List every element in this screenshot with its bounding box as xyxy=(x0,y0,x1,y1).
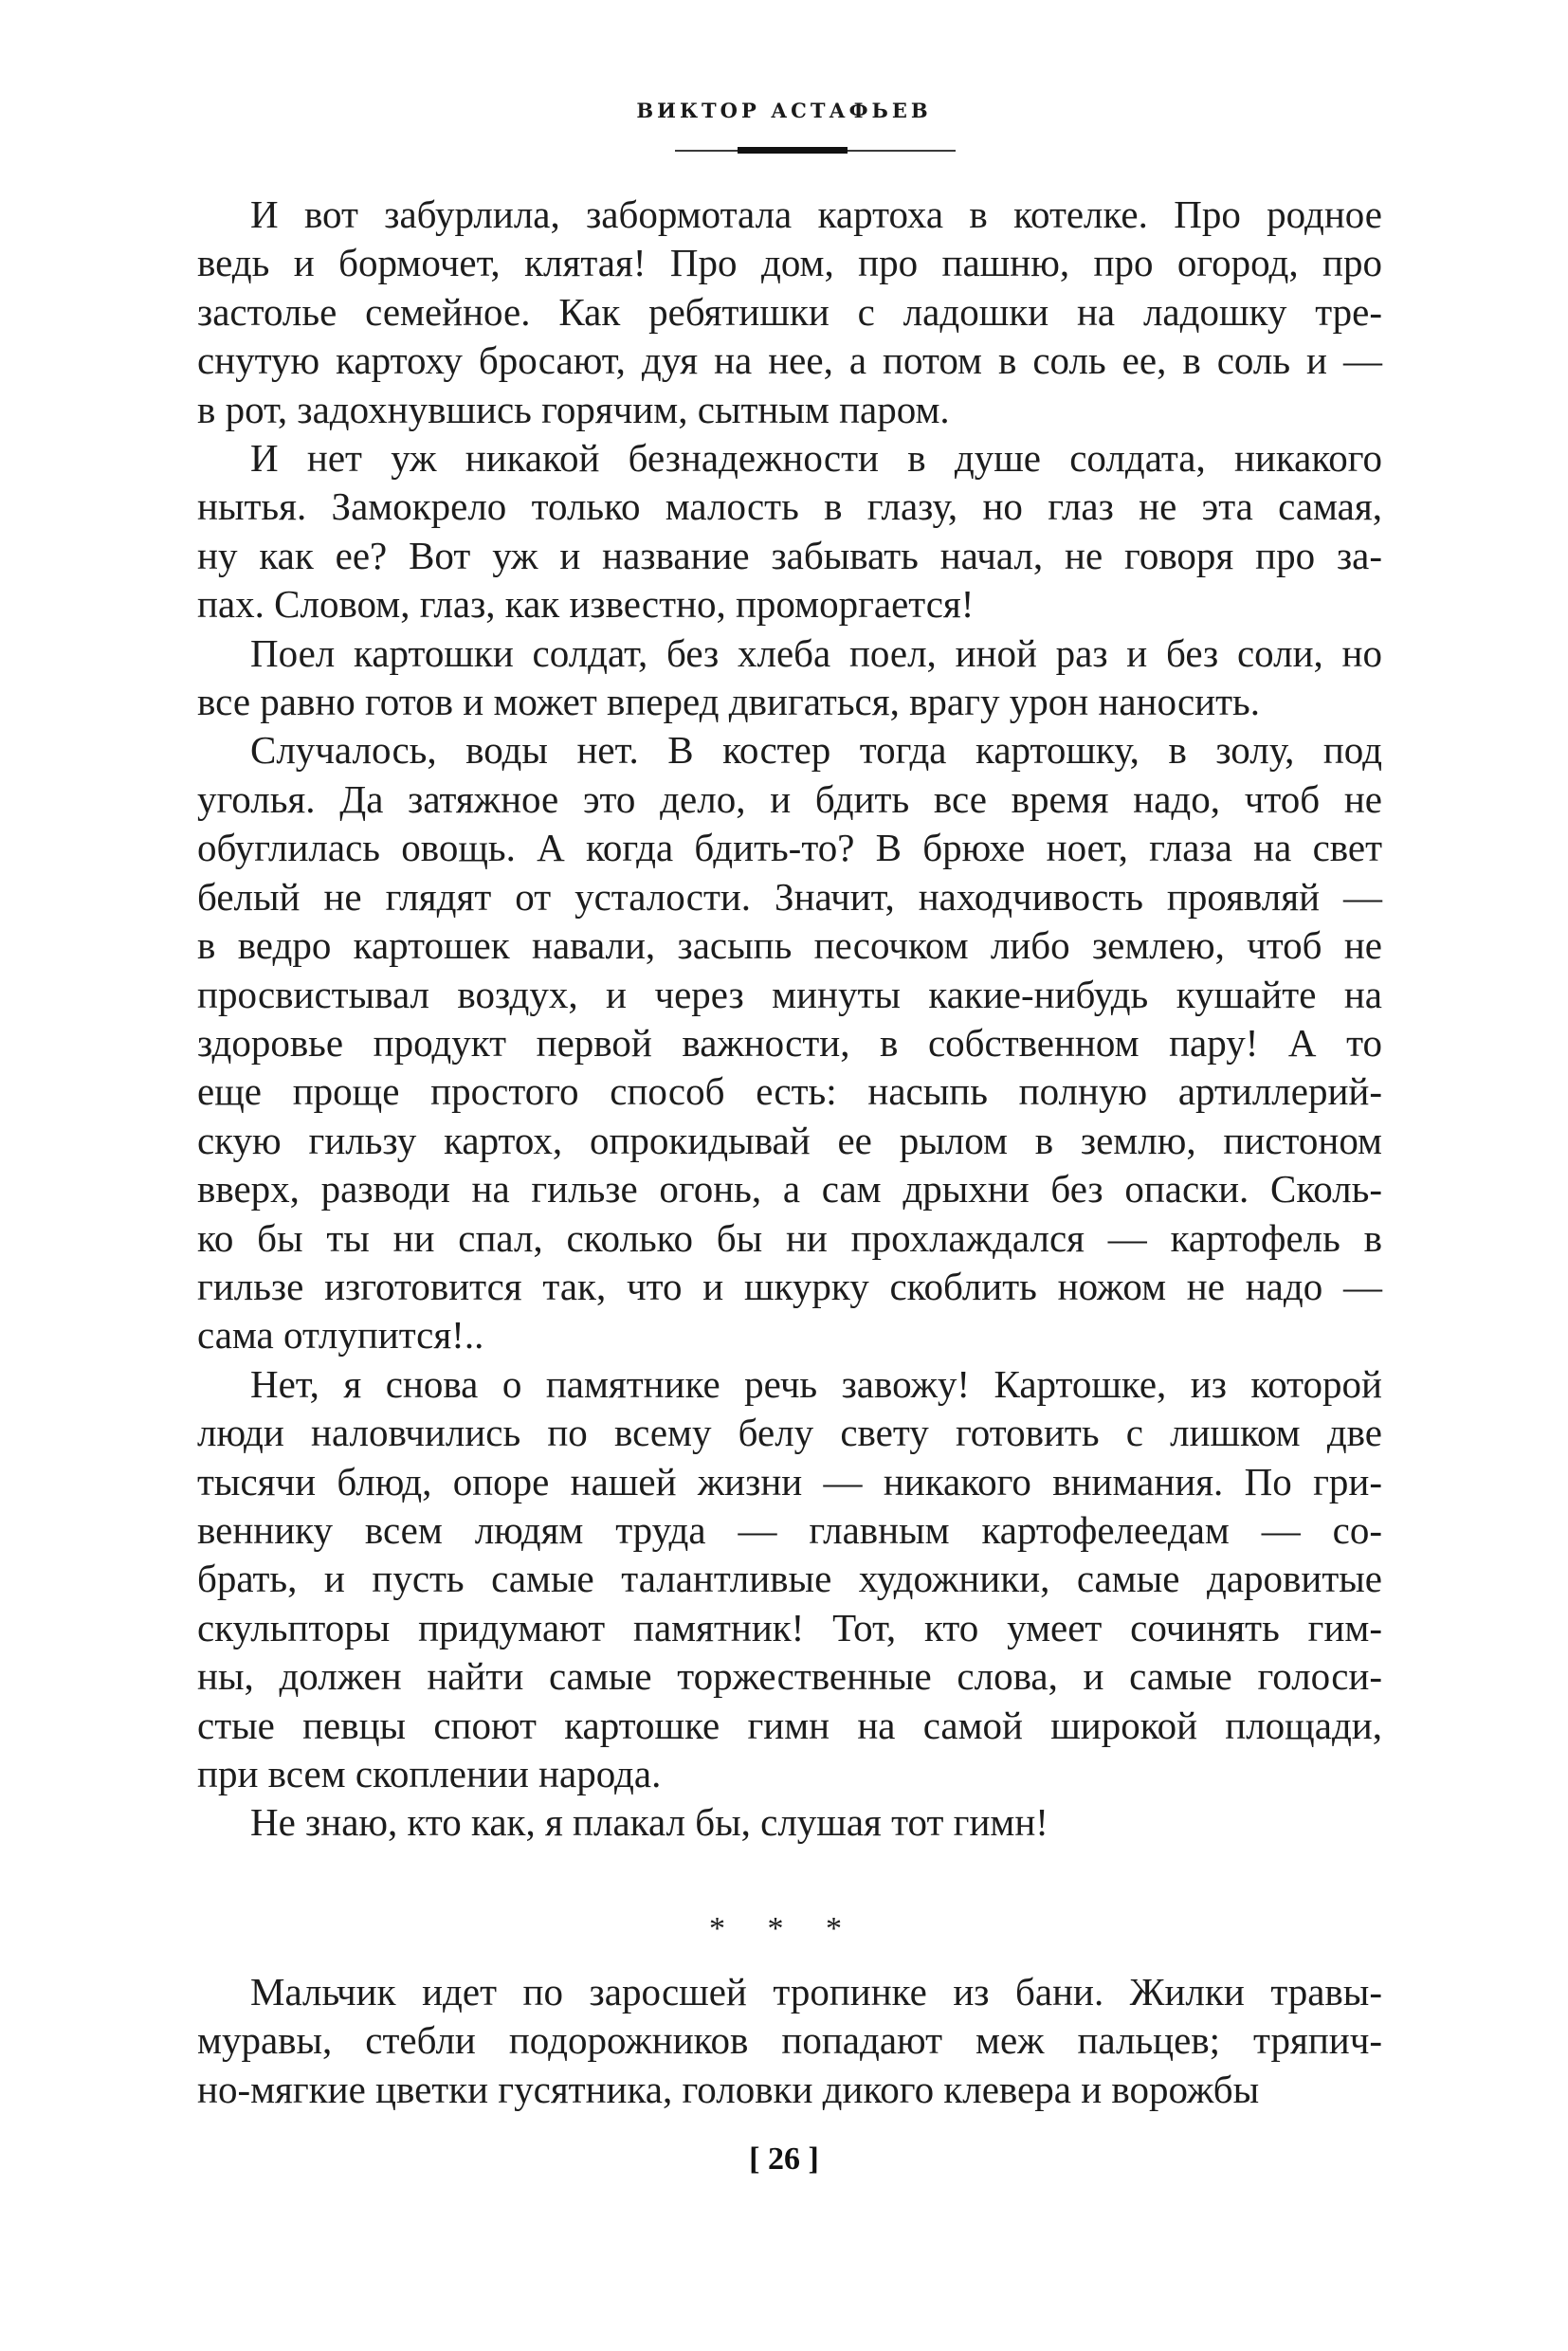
paragraph xyxy=(197,726,1382,1359)
text-line: Мальчик идет по заросшей тропинке из бани. Жилки травы- xyxy=(250,1970,1382,2014)
text-line: скульпторы придумают памятник! Тот, кто умеет сочинять гим- xyxy=(197,1605,1382,1649)
text-line: но-мягкие цветки гусятника, головки дикого клевера и ворожбы xyxy=(197,2067,1260,2111)
text-line: здоровье продукт первой важности, в собственном пару! А то xyxy=(197,1020,1382,1065)
text-line: ну как ее? Вот уж и название забывать начал, не говоря про за- xyxy=(197,533,1382,577)
page-number: [ 26 ] xyxy=(749,2141,819,2177)
text-line: брать, и пусть самые талантливые художники, самые даровитые xyxy=(197,1557,1382,1601)
text-line: все равно готов и может вперед двигаться, врагу урон наносить. xyxy=(197,680,1260,724)
text-line: гильзе изготовится так, что и шкурку скоблить ножом не надо — xyxy=(197,1264,1382,1308)
paragraph xyxy=(197,1360,1382,1799)
text-line: веннику всем людям труда — главным картофелеедам — со- xyxy=(197,1507,1382,1552)
text-line: И вот забурлила, забормотала картоха в котелке. Про родное xyxy=(250,192,1382,236)
running-head-author: ВИКТОР АСТАФЬЕВ xyxy=(636,99,932,122)
text-line: нытья. Замокрело только малость в глазу, но глаз не эта самая, xyxy=(197,484,1382,529)
text-line: еще проще простого способ есть: насыпь полную артиллерий- xyxy=(197,1069,1382,1114)
text-line: уголья. Да затяжное это дело, и бдить все время надо, чтоб не xyxy=(197,776,1382,821)
text-line: снутую картоху бросают, дуя на нее, а потом в соль ее, в соль и — xyxy=(197,338,1382,383)
text-line: вверх, разводи на гильзе огонь, а сам дрыхни без опаски. Сколь- xyxy=(197,1167,1382,1212)
main-text-block xyxy=(197,191,1382,1848)
text-line: ко бы ты ни спал, сколько бы ни прохлаждался — картофель в xyxy=(197,1215,1382,1260)
text-line: скую гильзу картох, опрокидывай ее рылом в землю, пистоном xyxy=(197,1118,1382,1162)
text-line: Нет, я снова о памятнике речь завожу! Картошке, из которой xyxy=(250,1361,1382,1406)
text-line: пах. Словом, глаз, как известно, проморгается! xyxy=(197,582,975,627)
text-line: застолье семейное. Как ребятишки с ладошки на ладошку тре- xyxy=(197,289,1382,334)
text-line: Не знаю, кто как, я плакал бы, слушая тот гимн! xyxy=(250,1800,1048,1845)
text-line: муравы, стебли подорожников попадают меж пальцев; тряпич- xyxy=(197,2018,1382,2063)
text-line: при всем скоплении народа. xyxy=(197,1752,662,1795)
text-line: тысячи блюд, опоре нашей жизни — никакого внимания. По гри- xyxy=(197,1459,1382,1504)
text-line: ны, должен найти самые торжественные слова, и самые голоси- xyxy=(197,1654,1382,1699)
text-line: Поел картошки солдат, без хлеба поел, иной раз и без соли, но xyxy=(250,630,1382,675)
text-line: просвистывал воздух, и через минуты какие-нибудь кушайте на xyxy=(197,972,1382,1016)
text-line: Случалось, воды нет. В костер тогда картошку, в золу, под xyxy=(250,728,1382,773)
text-line: в ведро картошек навали, засыпь песочком либо землею, чтоб не xyxy=(197,923,1382,968)
text-line: сама отлупится!.. xyxy=(197,1313,484,1358)
next-section-text-block xyxy=(197,1968,1382,2114)
text-line: обуглилась овощь. А когда бдить-то? В брюхе ноет, глаза на свет xyxy=(197,826,1382,870)
paragraph xyxy=(197,434,1382,629)
text-line: в рот, задохнувшись горячим, сытным паром. xyxy=(197,387,950,431)
text-line: стые певцы споют картошке гимн на самой широкой площади, xyxy=(197,1703,1382,1747)
text-line: белый не глядят от усталости. Значит, находчивость проявляй — xyxy=(197,874,1382,919)
paragraph xyxy=(197,629,1382,727)
running-head-rule-accent xyxy=(738,147,848,154)
text-line: люди наловчились по всему белу свету готовить с лишком две xyxy=(197,1411,1382,1455)
paragraph xyxy=(197,1798,1382,1847)
text-line: ведь и бормочет, клятая! Про дом, про пашню, про огород, про xyxy=(197,241,1382,285)
section-separator: * * * xyxy=(709,1911,859,1946)
paragraph xyxy=(197,191,1382,434)
paragraph xyxy=(197,1968,1382,2114)
text-line: И нет уж никакой безнадежности в душе солдата, никакого xyxy=(250,436,1382,481)
